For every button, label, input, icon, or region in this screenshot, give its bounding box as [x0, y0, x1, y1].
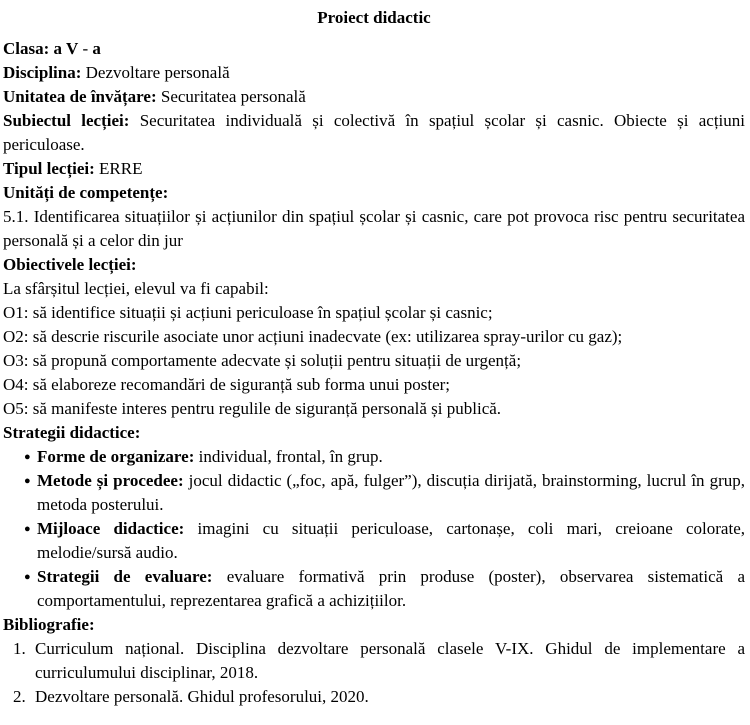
list-item-label: Mijloace didactice: — [37, 519, 185, 538]
field-clasa — [3, 37, 745, 61]
heading-obiective: Obiectivele lecției: — [3, 255, 137, 274]
field-subiectul-value: Securitatea individuală și colectivă în spațiul școlar și casnic. Obiecte și acțiuni periculoase. — [3, 111, 745, 154]
field-tipul-value: ERRE — [94, 159, 143, 178]
field-unitatea — [3, 85, 745, 109]
bullet-icon: ● — [24, 451, 31, 463]
field-disciplina-value: Dezvoltare personală — [81, 63, 230, 82]
objective-o4: O4: să elaboreze recomandări de siguranță sub forma unui poster; — [3, 375, 451, 394]
bibliography-text: Dezvoltare personală. Ghidul profesorului, 2020. — [35, 687, 369, 706]
field-disciplina-label: Disciplina: — [3, 63, 82, 82]
field-tipul — [3, 157, 745, 181]
list-item-mijloace-didactice — [3, 517, 745, 565]
bibliography-entry-1 — [3, 637, 745, 685]
obiective-intro: La sfârșitul lecției, elevul va fi capabil: — [3, 279, 269, 298]
objective-o3: O3: să propună comportamente adecvate și soluții pentru situații de urgență; — [3, 351, 522, 370]
objective-o1: O1: să identifice situații și acțiuni periculoase în spațiul școlar și casnic; — [3, 303, 493, 322]
field-unitatea-value: Securitatea personală — [156, 87, 306, 106]
list-item-label: Strategii de evaluare: — [37, 567, 213, 586]
competence-text: 5.1. Identificarea situațiilor și acțiunilor din spațiul școlar și casnic, care pot provoca risc pentru securitatea personală și a celor din jur — [3, 207, 745, 250]
field-clasa-separator: - — [78, 39, 93, 58]
list-number: 1. — [13, 639, 26, 658]
bibliography-text: Curriculum național. Disciplina dezvoltare personală clasele V-IX. Ghidul de implementare a curriculumului disciplinar, 2018. — [35, 639, 745, 682]
field-clasa-label: Clasa: a V — [3, 39, 79, 58]
field-subiectul — [3, 109, 745, 157]
bibliography-entry-2 — [3, 685, 745, 709]
field-subiectul-label: Subiectul lecției: — [3, 111, 130, 130]
field-disciplina — [3, 61, 745, 85]
list-item-text: individual, frontal, în grup. — [194, 447, 383, 466]
heading-bibliografie: Bibliografie: — [3, 615, 95, 634]
list-item-strategii-evaluare — [3, 565, 745, 613]
list-number: 2. — [13, 687, 26, 706]
field-unitatea-label: Unitatea de învățare: — [3, 87, 157, 106]
list-item-metode-procedee — [3, 469, 745, 517]
objective-o5: O5: să manifeste interes pentru regulile de siguranță personală și publică. — [3, 399, 502, 418]
list-item-text: evaluare formativă prin produse (poster), observarea sistematică a comportamentului, reprezentarea grafică a achizițiilor. — [37, 567, 745, 610]
list-item-text: imagini cu situații periculoase, cartonașe, coli mari, creioane colorate, melodie/sursă audio. — [37, 519, 745, 562]
list-item-text: jocul didactic („foc, apă, fulger”), discuția dirijată, brainstorming, lucrul în grup, metoda posterului. — [37, 471, 745, 514]
bullet-icon: ● — [24, 523, 31, 535]
page-title: Proiect didactic — [317, 8, 431, 27]
list-item-label: Forme de organizare: — [37, 447, 195, 466]
bullet-icon: ● — [24, 475, 31, 487]
bullet-icon: ● — [24, 571, 31, 583]
field-clasa-suffix: a — [92, 39, 101, 58]
list-item-forme-organizare — [3, 445, 745, 469]
list-item-label: Metode și procedee: — [37, 471, 184, 490]
heading-strategii: Strategii didactice: — [3, 423, 141, 442]
objective-o2: O2: să descrie riscurile asociate unor acțiuni inadecvate (ex: utilizarea spray-urilor cu gaz); — [3, 327, 623, 346]
heading-unitati-competente: Unități de competențe: — [3, 183, 169, 202]
field-tipul-label: Tipul lecției: — [3, 159, 95, 178]
